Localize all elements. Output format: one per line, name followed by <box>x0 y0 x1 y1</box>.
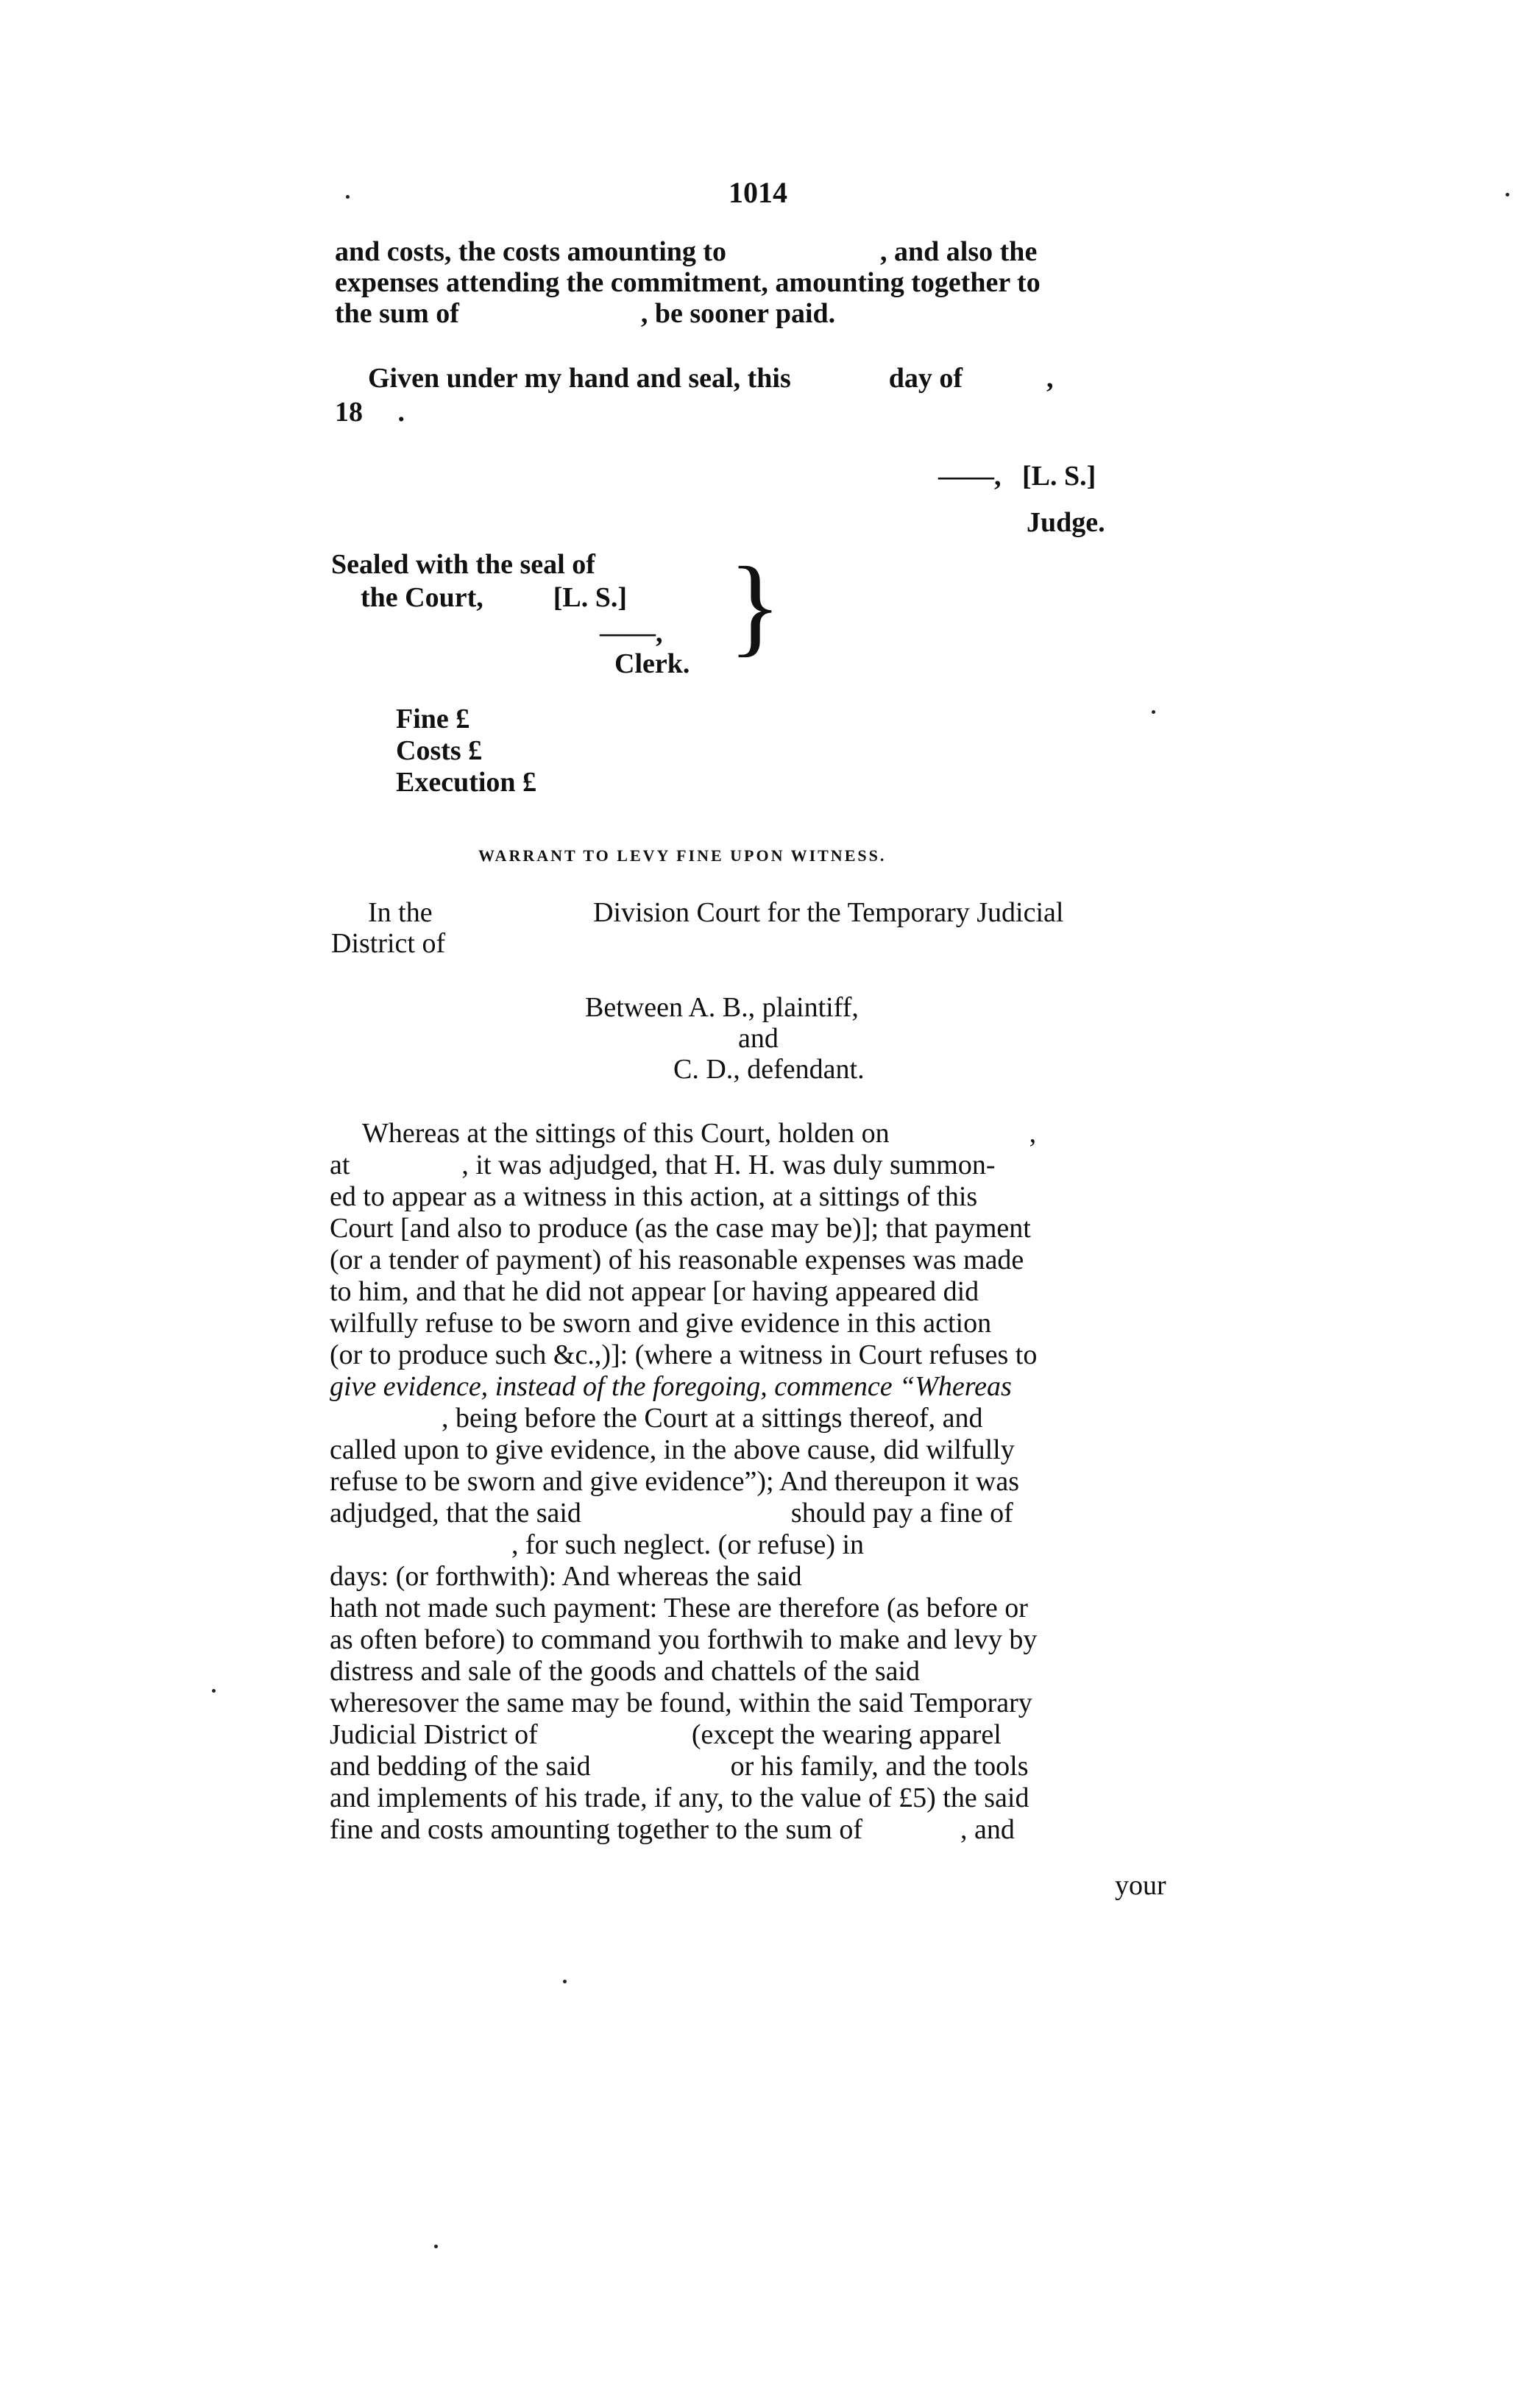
brace: } <box>729 545 782 667</box>
catchword: your <box>1115 1870 1166 1901</box>
sealed-line: Sealed with the seal of <box>331 549 595 580</box>
execution-line: Execution £ <box>396 767 537 798</box>
text-line: , for such neglect. (or refuse) in <box>330 1529 865 1560</box>
speck <box>212 1689 216 1693</box>
fine-line: Fine £ <box>396 704 470 734</box>
judge-title: Judge. <box>1027 507 1105 538</box>
speck <box>434 2245 438 2248</box>
costs-line: Costs £ <box>396 735 483 766</box>
text-line: and costs, the costs amounting to , and also the <box>335 236 1038 267</box>
text-line: at , it was adjudged, that H. H. was duly summon- <box>330 1150 996 1180</box>
text-line: wheresover the same may be found, within the said Temporary <box>330 1688 1032 1718</box>
text-line: hath not made such payment: These are therefore (as before or <box>330 1593 1028 1623</box>
judge-seal: ——, [L. S.] <box>938 461 1096 492</box>
text-line: distress and sale of the goods and chattels of the said <box>330 1656 921 1687</box>
text-line: adjudged, that the said should pay a fine of <box>330 1498 1013 1529</box>
district-line: District of <box>331 928 446 959</box>
page-number: 1014 <box>729 176 787 209</box>
text-line: as often before) to command you forthwih to make and levy by <box>330 1624 1038 1655</box>
year-line: 18 . <box>335 397 405 428</box>
text-line: to him, and that he did not appear [or having appeared did <box>330 1276 979 1307</box>
text-line: (or to produce such &c.,)]: (where a witness in Court refuses to <box>330 1339 1038 1370</box>
text-line: the sum of , be sooner paid. <box>335 298 836 329</box>
text-line: expenses attending the commitment, amounting together to <box>335 267 1041 298</box>
speck <box>1506 193 1509 196</box>
text-line: and bedding of the said or his family, and the tools <box>330 1751 1029 1782</box>
parties-plaintiff: Between A. B., plaintiff, <box>585 992 859 1023</box>
text-line: wilfully refuse to be sworn and give evidence in this action <box>330 1308 992 1339</box>
parties-defendant: C. D., defendant. <box>673 1054 865 1085</box>
parties-and: and <box>738 1023 779 1054</box>
text-line: Whereas at the sittings of this Court, holden on , <box>362 1118 1037 1149</box>
court-line: In the Division Court for the Temporary Judicial <box>368 897 1064 928</box>
text-line: Judicial District of (except the wearing apparel <box>330 1719 1002 1750</box>
clerk-dash: ——, <box>600 617 663 648</box>
text-line: refuse to be sworn and give evidence”); And thereupon it was <box>330 1466 1020 1497</box>
text-line: fine and costs amounting together to the sum of , and <box>330 1814 1015 1845</box>
text-line: ed to appear as a witness in this action, at a sittings of this <box>330 1181 978 1212</box>
text-line: (or a tender of payment) of his reasonable expenses was made <box>330 1244 1024 1275</box>
speck <box>1152 710 1155 714</box>
text-line: and implements of his trade, if any, to the value of £5) the said <box>330 1782 1029 1813</box>
text-line: Court [and also to produce (as the case may be)]; that payment <box>330 1213 1031 1244</box>
section-heading: WARRANT TO LEVY FINE UPON WITNESS. <box>478 846 887 865</box>
text-line: called upon to give evidence, in the above cause, did wilfully <box>330 1434 1015 1465</box>
text-line: give evidence, instead of the foregoing, commence “Whereas <box>330 1371 1012 1402</box>
text-line: , being before the Court at a sittings thereof, and <box>330 1403 983 1434</box>
speck <box>563 1980 567 1983</box>
text-line: days: (or forthwith): And whereas the said <box>330 1561 802 1592</box>
clerk-title: Clerk. <box>614 648 690 679</box>
speck <box>346 195 350 199</box>
given-line: Given under my hand and seal, this day of , <box>368 363 1054 394</box>
court-seal-line: the Court, [L. S.] <box>361 582 628 613</box>
